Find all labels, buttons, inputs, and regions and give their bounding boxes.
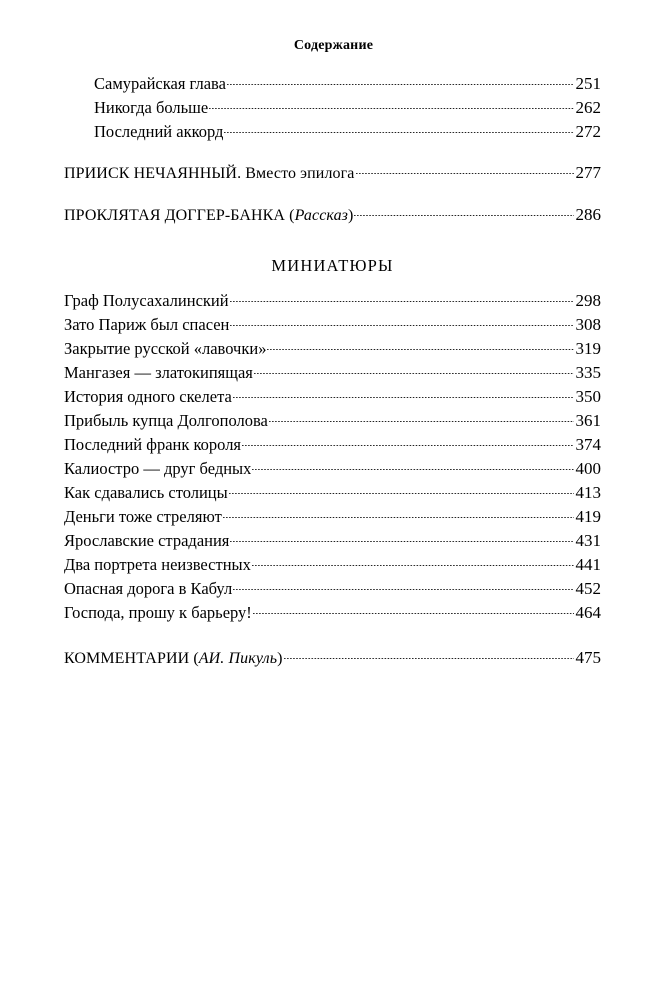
toc-entry[interactable]	[64, 505, 601, 529]
toc-entry-label: Прибыль купца Долгополова	[64, 411, 268, 430]
toc-entry-page: 286	[575, 205, 601, 224]
toc-entry-label: Господа, прошу к барьеру!	[64, 603, 252, 622]
toc-entry[interactable]	[64, 553, 601, 577]
dot-leader	[223, 506, 574, 523]
dot-leader	[229, 482, 574, 499]
toc-entry-priisk[interactable]	[64, 161, 601, 186]
chapter-group	[64, 72, 601, 144]
toc-entry-label-genre: Рассказ	[294, 207, 349, 224]
toc-entry[interactable]	[64, 577, 601, 601]
part-group	[64, 161, 601, 228]
miniatures-group	[64, 289, 601, 625]
toc-entry-page: 419	[575, 507, 601, 526]
toc-entry-label	[64, 204, 353, 228]
toc-entry-page: 374	[575, 435, 601, 454]
toc-entry[interactable]	[64, 337, 601, 361]
toc-entry-page: 262	[575, 98, 601, 117]
toc-entry-page: 464	[575, 603, 601, 622]
toc-entry-page: 400	[575, 459, 601, 478]
toc-entry[interactable]	[64, 457, 601, 481]
toc-entry-comments[interactable]	[64, 646, 601, 671]
toc-entry-label: Калиостро — друг бедных	[64, 459, 252, 478]
toc-entry[interactable]	[64, 385, 601, 409]
toc-entry-page: 350	[575, 387, 601, 406]
toc-entry-page: 441	[575, 555, 601, 574]
toc-body	[0, 72, 667, 671]
toc-entry-page: 298	[575, 291, 601, 310]
dot-leader	[230, 290, 574, 307]
dot-leader	[284, 647, 574, 663]
dot-leader	[224, 121, 573, 138]
toc-entry-label: Последний аккорд	[94, 122, 224, 141]
dot-leader	[233, 386, 574, 403]
toc-entry-label	[64, 647, 283, 671]
toc-entry-label: Закрытие русской «лавочки»	[64, 339, 267, 358]
toc-entry-label: Деньги тоже стреляют	[64, 507, 222, 526]
dot-leader	[242, 434, 573, 451]
toc-entry-dogger-bank[interactable]	[64, 203, 601, 228]
toc-entry-page: 335	[575, 363, 601, 382]
toc-entry[interactable]	[64, 120, 601, 144]
dot-leader	[233, 578, 573, 595]
dot-leader	[269, 410, 574, 427]
toc-entry[interactable]	[64, 529, 601, 553]
dot-leader	[253, 602, 574, 619]
toc-entry-page: 452	[575, 579, 601, 598]
dot-leader	[230, 314, 573, 331]
toc-entry-page: 251	[575, 74, 601, 93]
page-title: Содержание	[293, 38, 374, 53]
toc-entry-label: Опасная дорога в Кабул	[64, 579, 233, 598]
toc-entry-label-main: КОММЕНТАРИИ (	[64, 650, 199, 667]
toc-entry-page: 277	[575, 163, 601, 182]
toc-entry-label: Зато Париж был спасен	[64, 315, 230, 334]
toc-entry-label: ПРИИСК НЕЧАЯННЫЙ. Вместо эпилога	[64, 165, 355, 182]
dot-leader	[209, 97, 573, 114]
toc-entry-label-main: ПРОКЛЯТАЯ ДОГГЕР-БАНКА (	[64, 207, 295, 224]
toc-entry-label: Самурайская глава	[94, 74, 226, 93]
toc-entry[interactable]	[64, 361, 601, 385]
section-heading-miniatures: МИНИАТЮРЫ	[271, 256, 394, 275]
toc-entry-label: Последний франк короля	[64, 435, 242, 454]
dot-leader	[252, 458, 573, 475]
toc-entry[interactable]	[64, 601, 601, 625]
dot-leader	[227, 73, 574, 90]
toc-entry-label: История одного скелета	[64, 387, 232, 406]
toc-entry-page: 475	[575, 648, 601, 667]
toc-entry-label: Два портрета неизвестных	[64, 555, 251, 574]
toc-entry-label: Мангазея — златокипящая	[64, 363, 253, 382]
toc-entry[interactable]	[64, 409, 601, 433]
toc-entry-label: Граф Полусахалинский	[64, 291, 229, 310]
toc-entry[interactable]	[64, 289, 601, 313]
toc-entry-label: Никогда больше	[94, 98, 209, 117]
dot-leader	[230, 530, 573, 547]
dot-leader	[356, 162, 574, 178]
toc-entry-page: 431	[575, 531, 601, 550]
dot-leader	[252, 554, 574, 571]
toc-entry[interactable]	[64, 313, 601, 337]
toc-entry[interactable]	[64, 72, 601, 96]
toc-entry-page: 319	[575, 339, 601, 358]
toc-entry-label-tail: )	[277, 650, 283, 667]
toc-entry[interactable]	[64, 433, 601, 457]
toc-entry-label-tail: )	[348, 207, 354, 224]
toc-entry-label: Ярославские страдания	[64, 531, 230, 550]
dot-leader	[254, 362, 574, 379]
toc-entry-page: 413	[575, 483, 601, 502]
dot-leader	[354, 204, 573, 220]
dot-leader	[267, 338, 573, 355]
toc-entry-label: Как сдавались столицы	[64, 483, 228, 502]
toc-entry-page: 272	[575, 122, 601, 141]
toc-entry-page: 308	[575, 315, 601, 334]
toc-entry[interactable]	[64, 481, 601, 505]
toc-entry-label-author: АИ. Пикуль	[198, 650, 278, 667]
toc-entry-page: 361	[575, 411, 601, 430]
toc-entry[interactable]	[64, 96, 601, 120]
